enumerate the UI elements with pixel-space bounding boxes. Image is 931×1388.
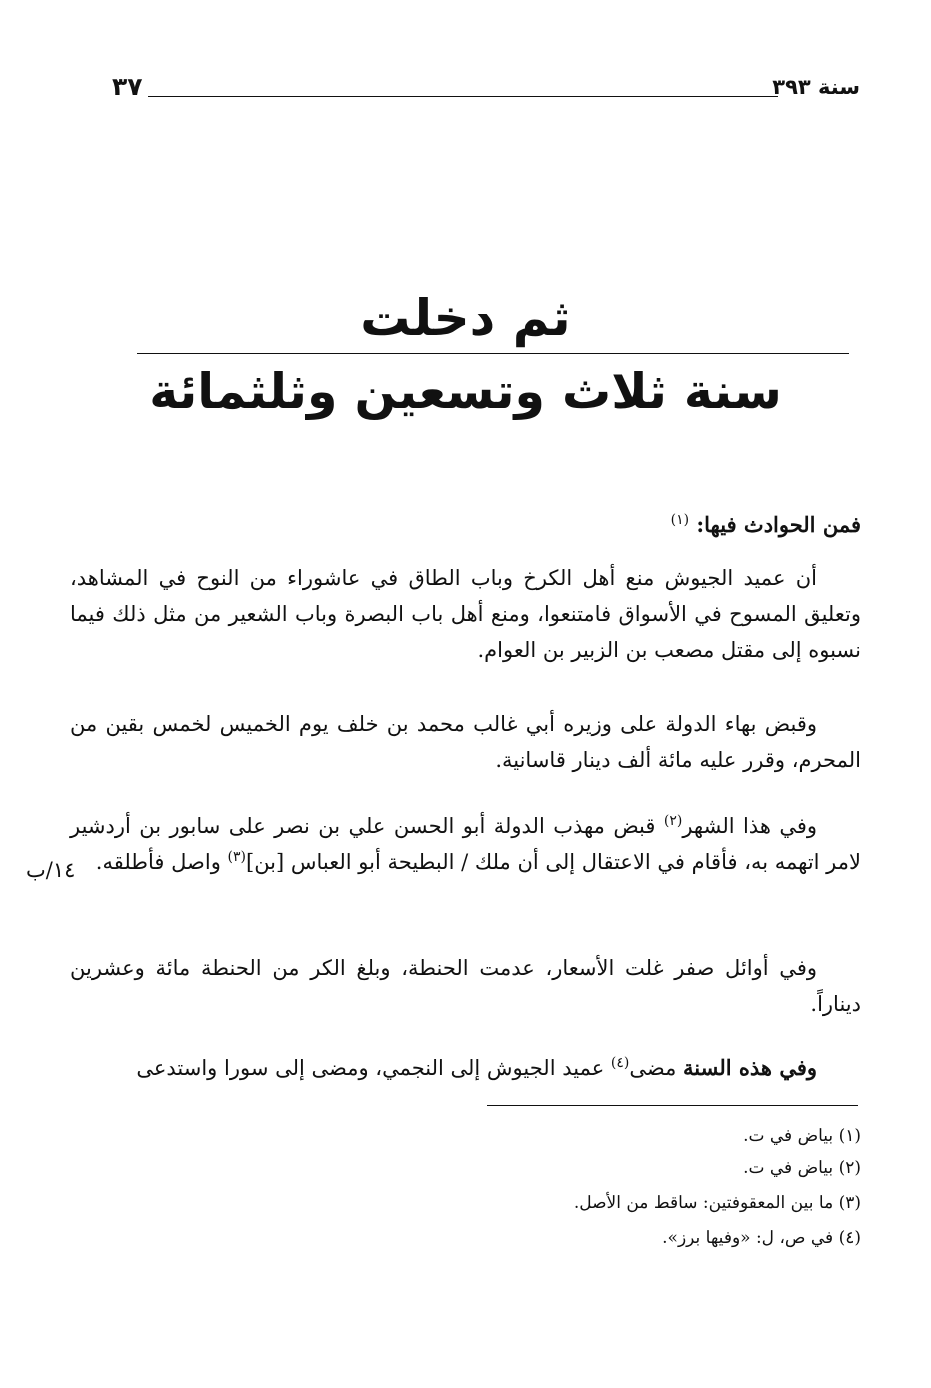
- page-number: ٣٧: [112, 72, 143, 101]
- paragraph-4: وفي أوائل صفر غلت الأسعار، عدمت الحنطة، وبلغ الكر من الحنطة مائة وعشرين ديناراً.: [70, 956, 861, 1016]
- footnote-ref: (٢): [663, 813, 683, 829]
- paragraph-5-part-a: مضى: [629, 1056, 684, 1080]
- footnote-3: (٣) ما بين المعقوفتين: ساقط من الأصل.: [573, 1193, 861, 1213]
- chapter-title-line-2: سنة ثلاث وتسعين وثلثمائة: [149, 363, 782, 420]
- title-rule: [137, 353, 849, 354]
- paragraph-3-part-c: واصل فأطلقه.: [95, 850, 228, 874]
- footnote-4: (٤) في ص، ل: «وفيها برز».: [662, 1228, 861, 1248]
- section-subheading: [671, 508, 861, 542]
- footnote-1: (١) بياض في ت.: [743, 1126, 861, 1146]
- paragraph-5-part-b: عميد الجيوش إلى النجمي، ومضى إلى سورا واستدعى: [136, 1056, 611, 1080]
- footnote-ref: (٤): [610, 1055, 630, 1071]
- paragraph-2: وقبض بهاء الدولة على وزيره أبي غالب محمد بن خلف يوم الخميس لخمس بقين من المحرم، وقرر عليه مائة ألف دينار قاسانية.: [70, 712, 861, 772]
- running-title: سنة ٣٩٣: [772, 75, 860, 99]
- paragraph-3-part-b: قبض مهذب الدولة أبو الحسن علي بن نصر على سابور بن أردشير لامر اتهمه به، فأقام في الاعتقال إلى أن ملك / البطيحة أبو العباس [بن]: [70, 814, 861, 874]
- chapter-title-line-1: ثم دخلت: [360, 289, 571, 347]
- paragraph-5: [70, 1050, 861, 1086]
- manuscript-folio-marker: ١٤/ب: [26, 858, 76, 882]
- paragraph-3-part-a: وفي هذا الشهر: [682, 814, 818, 838]
- subheading-text: فمن الحوادث فيها:: [696, 512, 861, 537]
- header-rule: [148, 96, 778, 97]
- paragraph-1: أن عميد الجيوش منع أهل الكرخ وباب الطاق في عاشوراء من النوح في المشاهد، وتعليق المسوح في الأسواق فامتنعوا، ومنع أهل باب البصرة وباب الشعير من مثل ذلك فيما نسبوه إلى مقتل مصعب بن الزبير بن العوام.: [70, 566, 861, 662]
- paragraph-3: [70, 808, 861, 880]
- footnote-ref: (١): [670, 512, 690, 528]
- footnote-rule: [487, 1105, 858, 1106]
- footnote-2: (٢) بياض في ت.: [743, 1158, 861, 1178]
- paragraph-5-bold: وفي هذه السنة: [683, 1055, 817, 1080]
- footnote-ref: (٣): [227, 849, 246, 865]
